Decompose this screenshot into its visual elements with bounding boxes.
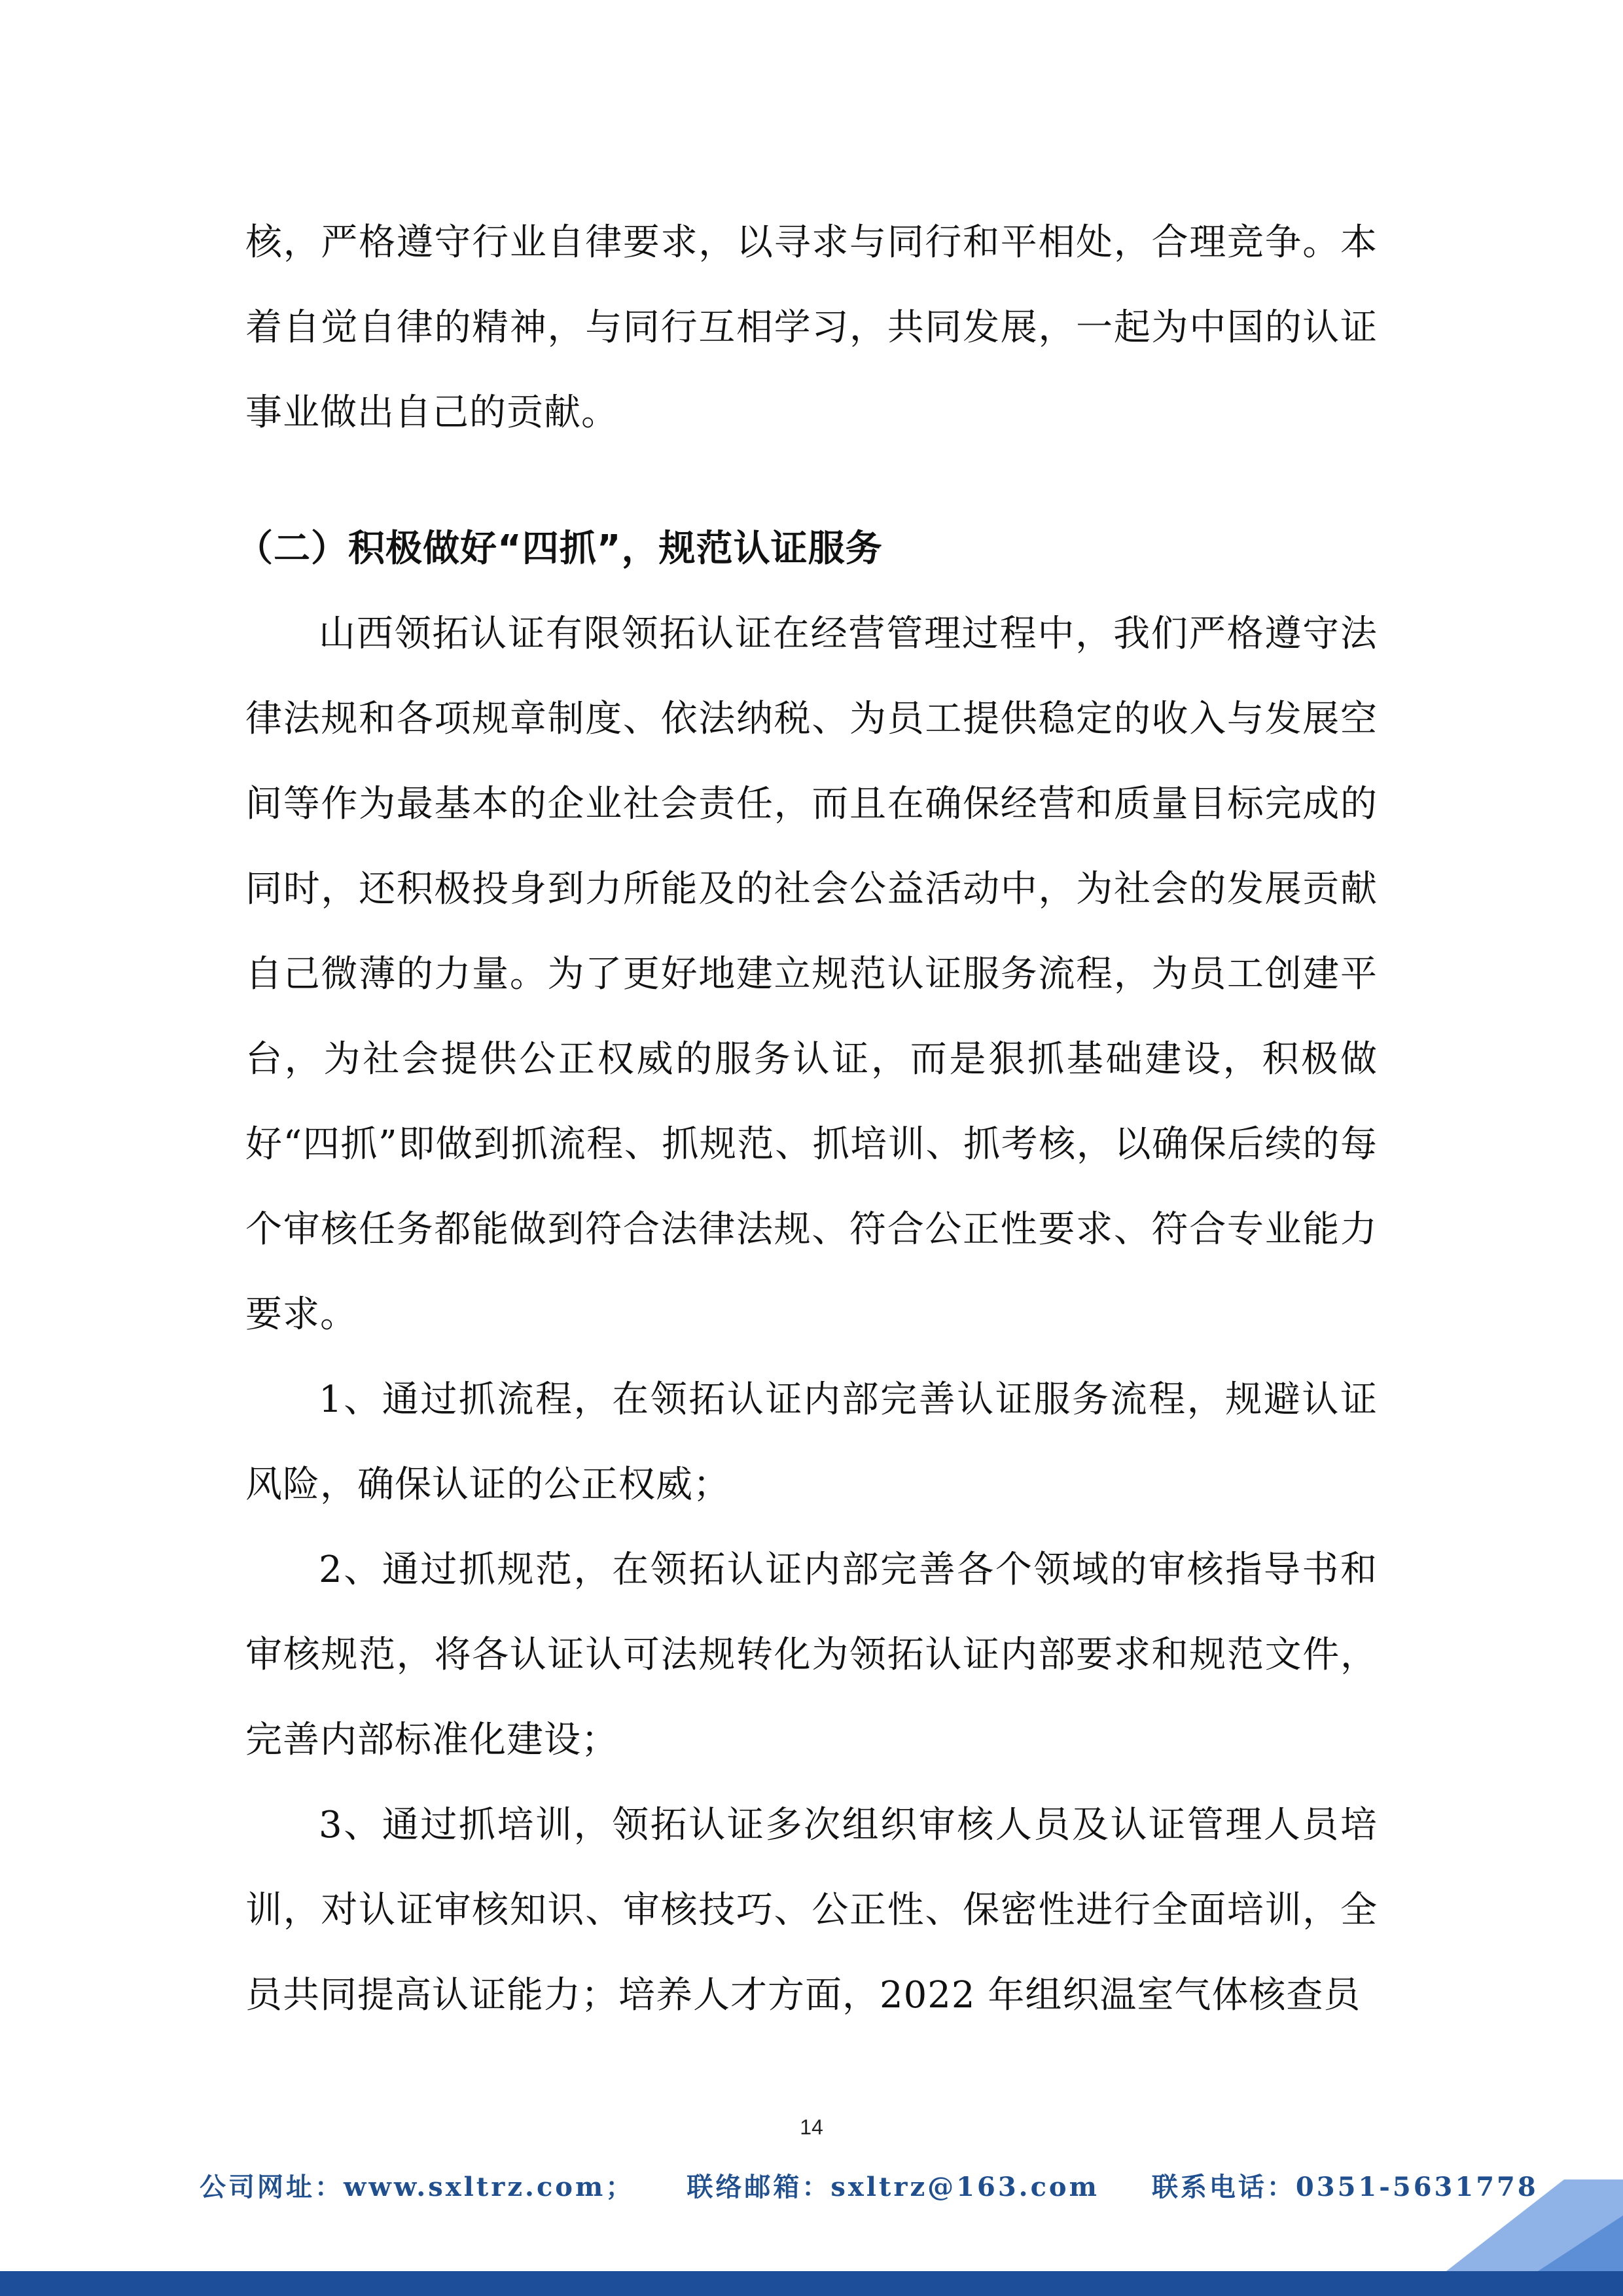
footer-email: 联络邮箱：sxltrz@163.com: [687, 2172, 1099, 2202]
paragraph-intro: 山西领拓认证有限领拓认证在经营管理过程中，我们严格遵守法律法规和各项规章制度、依法纳税、为员工提供稳定的收入与发展空间等作为最基本的企业社会责任，而且在确保经营和质量目标完成的同时，还积极投身到力所能及的社会公益活动中，为社会的发展贡献自己微薄的力量。为了更好地建立规范认证服务流程，为员工创建平台，为社会提供公正权威的服务认证，而是狠抓基础建设，积极做好“四抓”即做到抓流程、抓规范、抓培训、抓考核，以确保后续的每个审核任务都能做到符合法律法规、符合公正性要求、符合专业能力要求。: [245, 613, 1378, 1336]
footer-contact-line: [200, 2166, 1539, 2204]
document-body: [236, 208, 1378, 2038]
paragraph-item-2: 2、通过抓规范，在领拓认证内部完善各个领域的审核指导书和审核规范，将各认证认可法规转化为领拓认证内部要求和规范文件，完善内部标准化建设；: [245, 1549, 1378, 1761]
footer-website: 公司网址：www.sxltrz.com；: [200, 2172, 635, 2202]
footer-decor-shape: [1407, 2179, 1623, 2271]
footer-phone: 联系电话：0351-5631778: [1151, 2172, 1539, 2202]
paragraph-continued: 核，严格遵守行业自律要求，以寻求与同行和平相处，合理竞争。本着自觉自律的精神，与同行互相学习，共同发展，一起为中国的认证事业做出自己的贡献。: [245, 221, 1378, 434]
paragraph-item-3: 3、通过抓培训，领拓认证多次组织审核人员及认证管理人员培训，对认证审核知识、审核技巧、公正性、保密性进行全面培训，全员共同提高认证能力；培养人才方面，2022 年组织温室气体核查员: [245, 1804, 1378, 2017]
section-heading: （二）积极做好“四抓”，规范认证服务: [236, 528, 883, 570]
paragraph-item-1: 1、通过抓流程，在领拓认证内部完善认证服务流程，规避认证风险，确保认证的公正权威；: [245, 1378, 1378, 1506]
footer-bar: [0, 2271, 1623, 2296]
page-number: 14: [800, 2115, 823, 2139]
